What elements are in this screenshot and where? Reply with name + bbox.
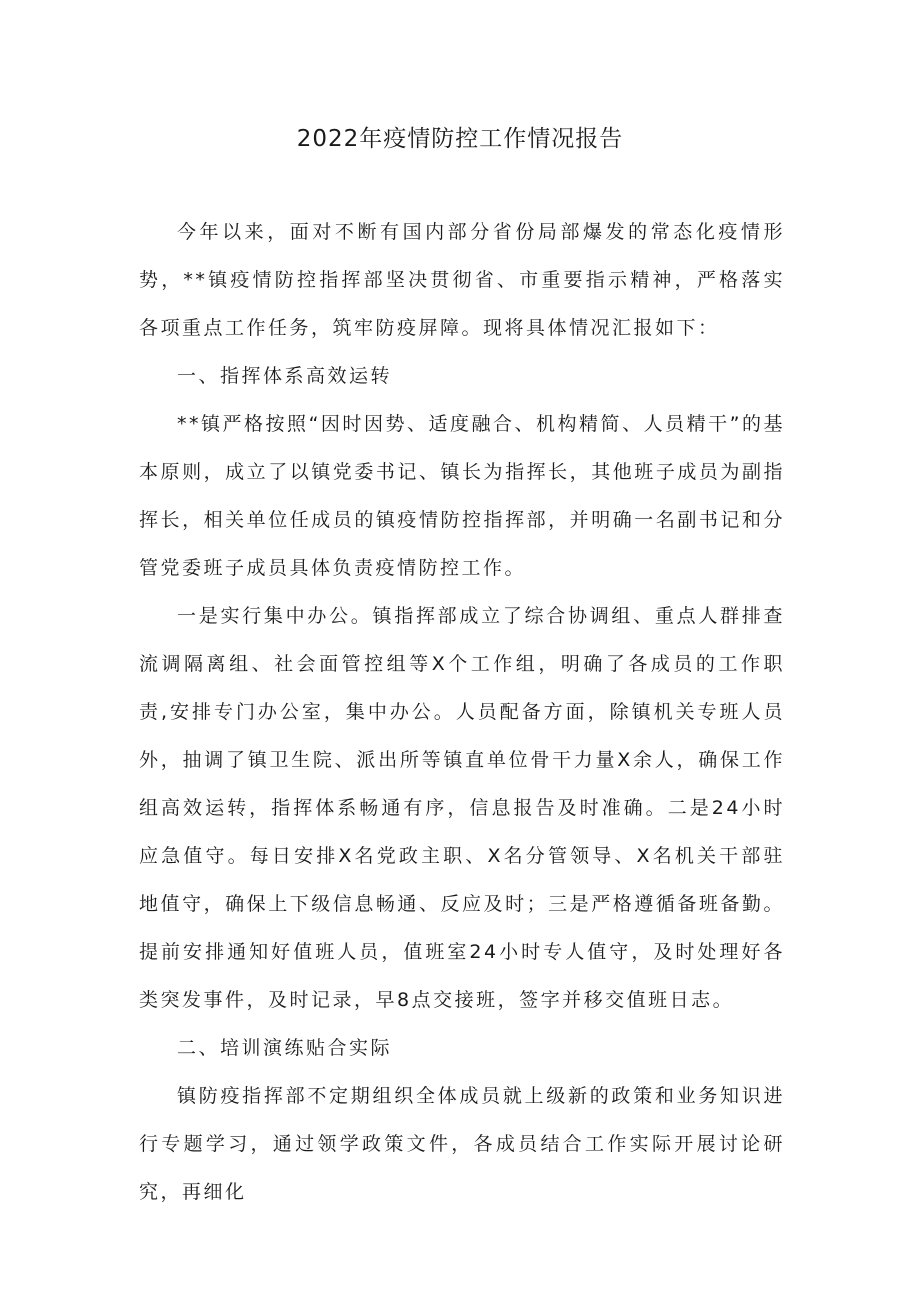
document-body (139, 208, 785, 1216)
paragraph-measures: 一是实行集中办公。镇指挥部成立了综合协调组、重点人群排查流调隔离组、社会面管控组等X个工作组，明确了各成员的工作职责,安排专门办公室，集中办公。人员配备方面，除镇机关专班人员外，抽调了镇卫生院、派出所等镇直单位骨干力量X余人，确保工作组高效运转，指挥体系畅通有序，信息报告及时准确。二是24小时应急值守。每日安排X名党政主职、X名分管领导、X名机关干部驻地值守，确保上下级信息畅通、反应及时；三是严格遵循备班备勤。提前安排通知好值班人员，值班室24小时专人值守，及时处理好各类突发事件，及时记录，早8点交接班，签字并移交值班日志。 (139, 605, 785, 1011)
paragraph-intro: 今年以来，面对不断有国内部分省份局部爆发的常态化疫情形势，**镇疫情防控指挥部坚决贯彻省、市重要指示精神，严格落实各项重点工作任务，筑牢防疫屏障。现将具体情况汇报如下： (139, 221, 785, 339)
paragraph-command-structure: **镇严格按照“因时因势、适度融合、机构精简、人员精干”的基本原则，成立了以镇党委书记、镇长为指挥长，其他班子成员为副指挥长，相关单位任成员的镇疫情防控指挥部，并明确一名副书记和分管党委班子成员具体负责疫情防控工作。 (139, 413, 785, 579)
paragraph-training: 镇防疫指挥部不定期组织全体成员就上级新的政策和业务知识进行专题学习，通过领学政策文件，各成员结合工作实际开展讨论研究，再细化 (139, 1085, 785, 1203)
section-heading-2: 二、培训演练贴合实际 (177, 1037, 393, 1059)
document-title: 2022年疫情防控工作情况报告 (296, 126, 624, 152)
section-heading-1: 一、指挥体系高效运转 (177, 365, 393, 387)
